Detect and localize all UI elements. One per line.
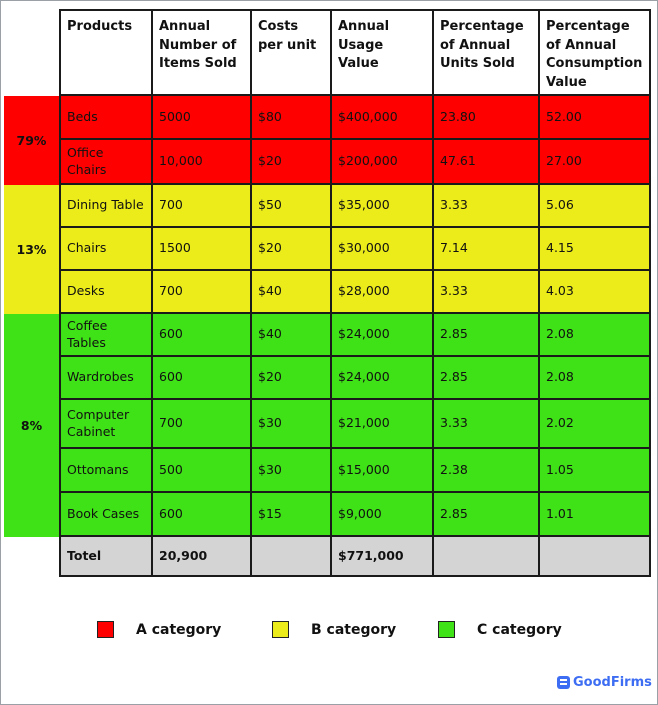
table-row-items: 600 — [153, 493, 252, 537]
abc-analysis-table — [4, 9, 651, 577]
header-usage-value: Annual Usage Value — [332, 9, 434, 96]
legend-swatch-green — [438, 621, 455, 638]
table-row-pct-value: 1.05 — [540, 449, 651, 493]
table-row-cost: $20 — [252, 357, 332, 400]
table-row-pct-units: 47.61 — [434, 140, 540, 185]
legend-label-a: A category — [136, 621, 222, 638]
table-row-pct-units: 3.33 — [434, 271, 540, 314]
table-row-usage: $15,000 — [332, 449, 434, 493]
table-row-usage: $28,000 — [332, 271, 434, 314]
table-row-pct-value: 4.15 — [540, 228, 651, 271]
table-row-product: Beds — [59, 96, 153, 140]
total-cost-empty — [252, 537, 332, 577]
total-items: 20,900 — [153, 537, 252, 577]
total-pct-units-empty — [434, 537, 540, 577]
table-row-usage: $21,000 — [332, 400, 434, 449]
table-row-pct-units: 2.85 — [434, 493, 540, 537]
category-c-percent: 8% — [4, 314, 59, 537]
legend-item-c — [438, 621, 562, 638]
table-row-cost: $15 — [252, 493, 332, 537]
table-row-cost: $20 — [252, 140, 332, 185]
table-row-usage: $200,000 — [332, 140, 434, 185]
header-corner — [4, 9, 59, 96]
table-row-items: 1500 — [153, 228, 252, 271]
table-row-usage: $30,000 — [332, 228, 434, 271]
table-row-product: Wardrobes — [59, 357, 153, 400]
legend-item-b — [272, 621, 396, 638]
table-row-cost: $30 — [252, 400, 332, 449]
table-row-product: Book Cases — [59, 493, 153, 537]
brand-name: GoodFirms — [573, 675, 652, 690]
table-row-pct-units: 7.14 — [434, 228, 540, 271]
goodfirms-logo-icon — [557, 676, 570, 689]
total-label: Totel — [59, 537, 153, 577]
table-row-usage: $24,000 — [332, 357, 434, 400]
table-row-product: Coffee Tables — [59, 314, 153, 357]
table-row-product: Office Chairs — [59, 140, 153, 185]
table-row-pct-units: 2.85 — [434, 314, 540, 357]
table-row-cost: $50 — [252, 185, 332, 228]
table-row-pct-units: 2.85 — [434, 357, 540, 400]
legend-swatch-yellow — [272, 621, 289, 638]
header-products: Products — [59, 9, 153, 96]
table-row-product: Desks — [59, 271, 153, 314]
table-row-pct-value: 2.02 — [540, 400, 651, 449]
table-row-cost: $40 — [252, 271, 332, 314]
table-row-product: Ottomans — [59, 449, 153, 493]
table-row-items: 600 — [153, 314, 252, 357]
table-row-cost: $30 — [252, 449, 332, 493]
table-row-pct-units: 3.33 — [434, 400, 540, 449]
legend-swatch-red — [97, 621, 114, 638]
table-row-items: 10,000 — [153, 140, 252, 185]
table-row-pct-value: 2.08 — [540, 314, 651, 357]
table-row-items: 500 — [153, 449, 252, 493]
table-row-items: 700 — [153, 185, 252, 228]
table-row-items: 700 — [153, 271, 252, 314]
table-row-cost: $80 — [252, 96, 332, 140]
table-row-pct-units: 2.38 — [434, 449, 540, 493]
table-row-pct-value: 27.00 — [540, 140, 651, 185]
legend-label-c: C category — [477, 621, 562, 638]
table-row-usage: $24,000 — [332, 314, 434, 357]
header-cost: Costs per unit — [252, 9, 332, 96]
legend-label-b: B category — [311, 621, 397, 638]
legend-item-a — [97, 621, 221, 638]
table-row-pct-value: 2.08 — [540, 357, 651, 400]
legend — [0, 621, 658, 643]
table-row-pct-units: 23.80 — [434, 96, 540, 140]
header-annual-items: Annual Number of Items Sold — [153, 9, 252, 96]
header-pct-units: Percentage of Annual Units Sold — [434, 9, 540, 96]
table-row-product: Chairs — [59, 228, 153, 271]
table-row-pct-units: 3.33 — [434, 185, 540, 228]
table-row-usage: $35,000 — [332, 185, 434, 228]
table-row-cost: $20 — [252, 228, 332, 271]
total-pct-value-empty — [540, 537, 651, 577]
table-row-items: 700 — [153, 400, 252, 449]
category-b-percent: 13% — [4, 185, 59, 314]
table-row-pct-value: 1.01 — [540, 493, 651, 537]
table-row-pct-value: 5.06 — [540, 185, 651, 228]
table-row-pct-value: 52.00 — [540, 96, 651, 140]
table-row-items: 5000 — [153, 96, 252, 140]
brand-watermark — [557, 675, 652, 690]
category-a-percent: 79% — [4, 96, 59, 185]
table-row-cost: $40 — [252, 314, 332, 357]
table-row-pct-value: 4.03 — [540, 271, 651, 314]
header-pct-value: Percentage of Annual Consumption Value — [540, 9, 651, 96]
table-row-usage: $9,000 — [332, 493, 434, 537]
table-row-items: 600 — [153, 357, 252, 400]
table-row-product: Dining Table — [59, 185, 153, 228]
table-row-product: Computer Cabinet — [59, 400, 153, 449]
total-usage: $771,000 — [332, 537, 434, 577]
table-row-usage: $400,000 — [332, 96, 434, 140]
